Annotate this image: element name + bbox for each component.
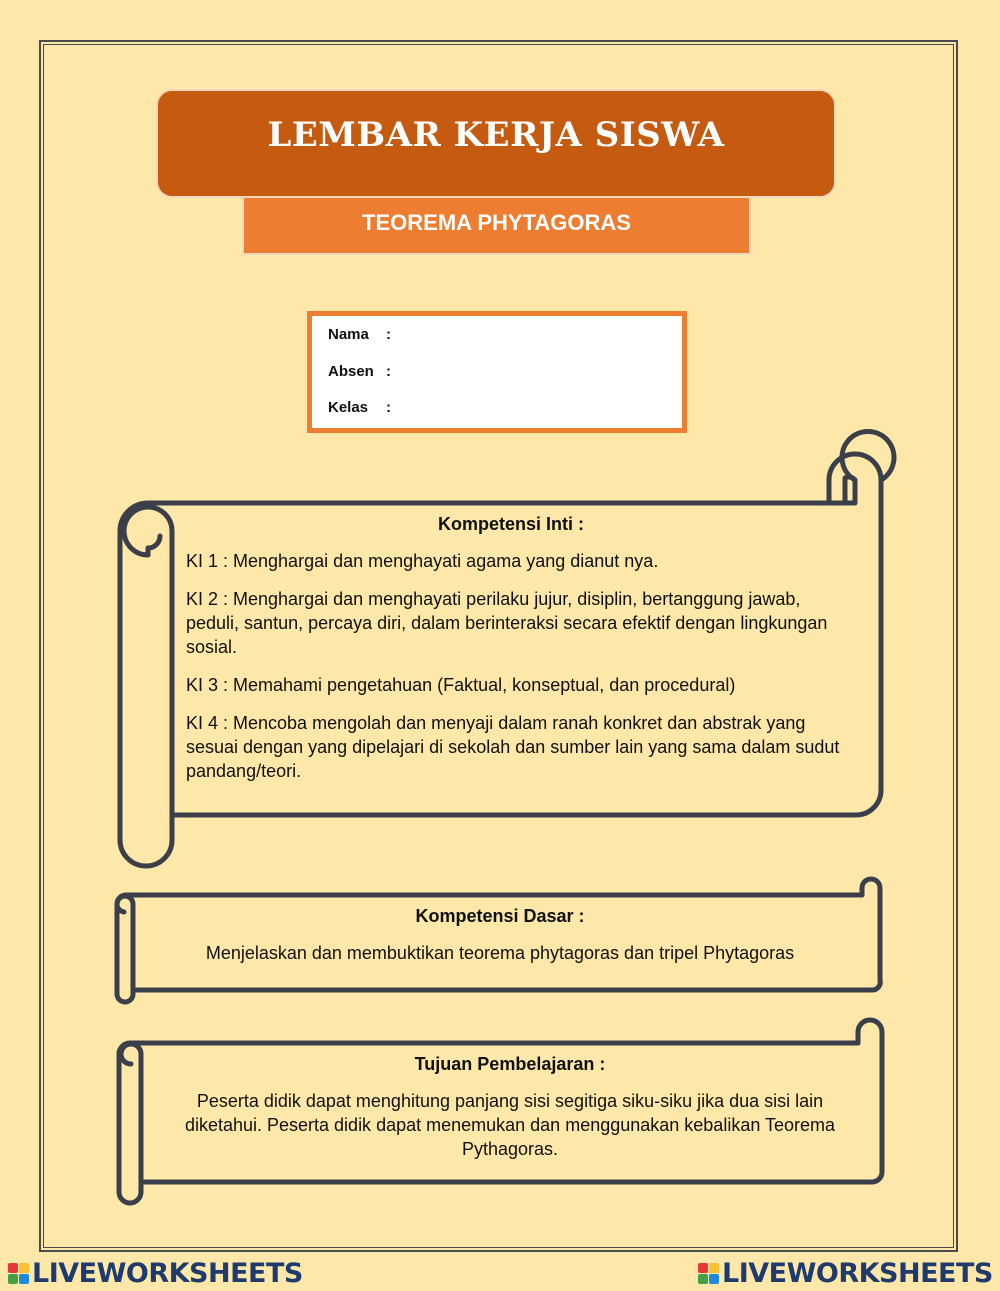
- tujuan-text: Peserta didik dapat menghitung panjang sisi segitiga siku-siku jika dua sisi lain diketahui. Peserta didik dapat menemukan dan menggunakan kebalikan Teorema Pythagoras.: [184, 1091, 836, 1159]
- kompetensi-dasar-text: Menjelaskan dan membuktikan teorema phytagoras dan tripel Phytagoras: [205, 943, 795, 963]
- kelas-colon: :: [386, 399, 391, 416]
- kelas-label: Kelas: [328, 399, 369, 416]
- kompetensi-inti-heading: Kompetensi Inti :: [437, 514, 584, 534]
- absen-label: Absen: [328, 363, 374, 380]
- absen-colon: :: [386, 363, 391, 380]
- page-title: LEMBAR KERJA SISWA: [267, 115, 725, 155]
- brand-right[interactable]: [698, 1258, 993, 1288]
- liveworksheets-logo-icon: [698, 1263, 719, 1284]
- ki-2: KI 2 : Menghargai dan menghayati perilaku jujur, disiplin, bertanggung jawab, peduli, santun, percaya diri, dalam berinteraksi secara efektif dengan lingkungan sosial.: [186, 589, 828, 657]
- name-label: Nama: [328, 326, 369, 343]
- ki-4: KI 4 : Mencoba mengolah dan menyaji dalam ranah konkret dan abstrak yang sesuai dengan yang dipelajari di sekolah dan sumber lain yang sama dalam sudut pandang/teori.: [186, 713, 840, 781]
- kompetensi-inti-list: [186, 549, 846, 797]
- ki-3: KI 3 : Memahami pengetahuan (Faktual, konseptual, dan procedural): [186, 675, 736, 695]
- brand-left[interactable]: [8, 1258, 303, 1288]
- liveworksheets-logo-icon: [8, 1263, 29, 1284]
- kompetensi-dasar-heading: Kompetensi Dasar :: [415, 906, 585, 926]
- name-colon: :: [386, 326, 391, 343]
- brand-left-text: LIVEWORKSHEETS: [32, 1257, 303, 1289]
- ki-1: KI 1 : Menghargai dan menghayati agama yang dianut nya.: [186, 551, 659, 571]
- brand-right-text: LIVEWORKSHEETS: [722, 1257, 993, 1289]
- tujuan-heading: Tujuan Pembelajaran :: [414, 1054, 606, 1074]
- page-subtitle: TEOREMA PHYTAGORAS: [362, 210, 631, 235]
